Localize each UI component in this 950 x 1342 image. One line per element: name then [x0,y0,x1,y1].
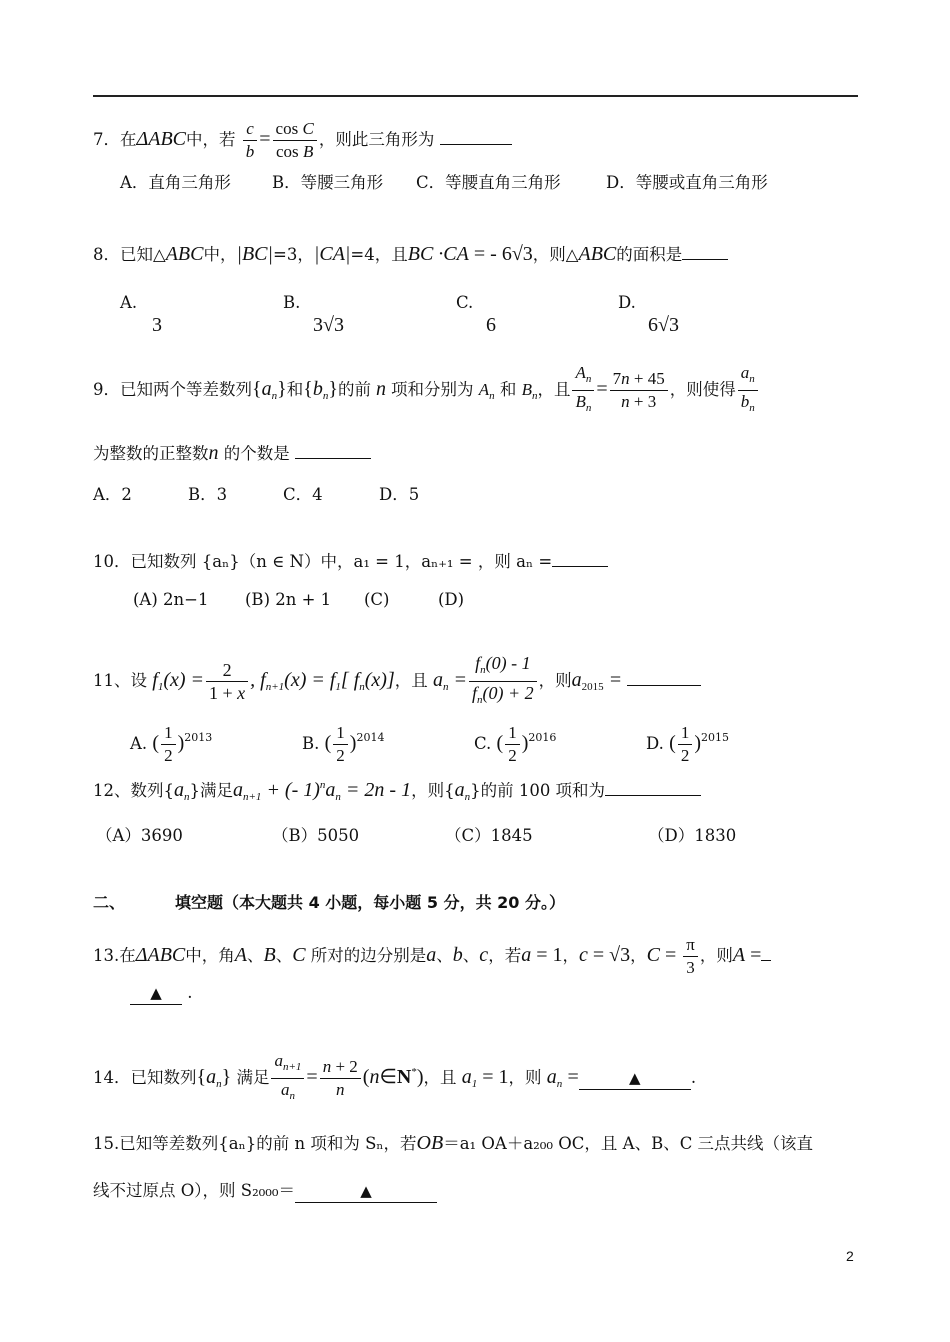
q11-an-fraction: $\frac{f_n(0) - 1}{f_n(0) + 2}$ [469,652,537,711]
q7-option-b: B．等腰三角形 [272,173,384,192]
q9-option-d: D．5 [379,485,420,504]
q9-option-a: A．2 [93,485,132,504]
q12-option-d: （D）1830 [648,826,737,845]
q12-option-a: （A）3690 [96,826,183,845]
q13-answer-line: ▲ . [130,982,193,1005]
question-15: 15.已知等差数列{aₙ}的前 n 项和为 Sₙ，若OB＝a₁ OA＋a₂₀₀ OC，且 A、B、C 三点共线（该直 [93,1132,814,1154]
q11-option-b: B. ( $\frac{1}{2}$ )$^{2014}$ [302,723,385,765]
q14-answer-blank[interactable] [579,1067,691,1090]
question-12: 12、数列$\{a_n\}$满足$a_{n+1}$ + (- $1)^na_n = 2n - 1$，则$\{a_n\}$的前 100 项和为 [93,774,701,808]
q8-bc-norm: |BC| [236,243,274,265]
q8-ca-norm: |CA| [313,243,351,265]
q7-option-c: C．等腰直角三角形 [416,173,561,192]
q9-term-ratio: $\frac{a_n}{b_n}$ [738,362,758,419]
q8-answer-blank[interactable] [682,259,728,260]
section-2-heading: 二、 填空题（本大题共 4 小题，每小题 5 分，共 20 分。） [93,893,565,912]
q11-option-c: C. ( $\frac{1}{2}$ )$^{2016}$ [474,723,557,765]
q11-f1-def: $f_1(x)$ = [152,669,205,693]
q10-option-b: (B) 2n + 1 [245,590,332,609]
question-9-line2: 为整数的正整数n 的个数是 [93,442,371,465]
q11-option-a: A. ( $\frac{1}{2}$ )$^{2013}$ [130,723,213,765]
q15-answer-blank[interactable] [295,1180,437,1203]
q8-option-d: D. 6√3 [618,293,679,336]
answer-triangle-icon: ▲ [360,1182,372,1200]
q7-cos-fraction: $\frac{\text{cos C}}{\text{cos B}}$ [273,118,317,163]
q8-dot-product: BC ·CA [407,243,469,265]
question-14: 14．已知数列$\{a_n\}$ 满足 $\frac{a_{n+1}}{a_n}$ = $\frac{n + 2}{n}$ (n∈N*)，且 $a_1 = 1$，则 $a_n$ = ▲ . [93,1050,696,1107]
answer-triangle-icon: ▲ [150,984,162,1002]
q12-answer-blank[interactable] [605,795,701,796]
q9-option-b: B．3 [188,485,228,504]
q7-answer-blank[interactable] [440,144,512,145]
q10-option-d: (D) [438,590,465,609]
q13-answer-blank[interactable] [130,982,182,1005]
answer-triangle-icon: ▲ [629,1069,641,1087]
q14-ratio-fraction: $\frac{a_{n+1}}{a_n}$ [271,1050,304,1107]
q7-ratio-fraction: $\frac{c}{b}$ [243,118,258,163]
q9-sum-ratio: $\frac{A_n}{B_n}$ [572,362,594,419]
q9-ratio-formula: $\frac{7n + 45}{n + 3}$ [610,368,668,413]
question-13: 13.在ΔABC中，角A、B、C 所对的边分别是a、b、c，若a = 1，c = √3，C = $\frac{\pi}{3}$ ，则A = [93,934,771,979]
q7-option-a: A．直角三角形 [120,173,231,192]
q8-option-b: B. 3√3 [283,293,344,336]
q7-option-d: D．等腰或直角三角形 [606,173,768,192]
q8-option-c: C. 6 [456,293,496,336]
q10-option-c: (C) [364,590,390,609]
q7-triangle-formula: ΔABC [136,128,187,150]
question-15-line2: 线不过原点 O），则 S₂₀₀₀＝ ▲ [93,1180,437,1203]
q12-option-b: （B）5050 [272,826,360,845]
q12-option-c: （C）1845 [445,826,533,845]
q10-option-a: (A) 2n−1 [133,590,209,609]
q7-number: 7．在 [93,130,137,149]
q11-option-d: D. ( $\frac{1}{2}$ )$^{2015}$ [646,723,729,765]
question-10: 10．已知数列 {aₙ}（n ∈ N）中，a₁ = 1，aₙ₊₁ = ，则 aₙ = [93,551,608,573]
q9-answer-blank[interactable] [295,458,371,459]
q11-answer-blank[interactable] [627,685,701,686]
q10-answer-blank[interactable] [552,566,608,567]
question-8: 8．已知△ABC中，|BC|=3，|CA|=4，且BC ·CA = - 6√3，则△ABC的面积是 [93,243,728,266]
q8-option-a: A. 3 [120,293,162,336]
q9-option-c: C．4 [283,485,323,504]
question-11: 11、设 $f_1(x)$ = $\frac{2}{1 + x}$ , $f_{n+1}(x) = f_1$[ $f_n(x)$]，且 $a_n$ = $\frac{f_n(0) - 1}{f_n(0) + 2}$ ，则$a_{2015}$ = [93,652,701,711]
q12-recurrence: $a_{n+1}$ + (- $1)^na_n = 2n - 1$ [233,779,412,803]
header-rule [93,95,858,97]
question-7: 7．在ΔABC中，若 $\frac{c}{b}$ = $\frac{\text{cos C}}{\text{cos B}}$ ，则此三角形为 [93,118,512,163]
page-number: 2 [846,1248,854,1264]
question-9: 9．已知两个等差数列$\{a_n\}$和$\{b_n\}$的前 n 项和分别为 $A_n$ 和 $B_n$，且 $\frac{A_n}{B_n}$ = $\frac{7n + 45}{n + 3}$ ，则使得 $\frac{a_n}{b_n}$ [93,362,760,419]
